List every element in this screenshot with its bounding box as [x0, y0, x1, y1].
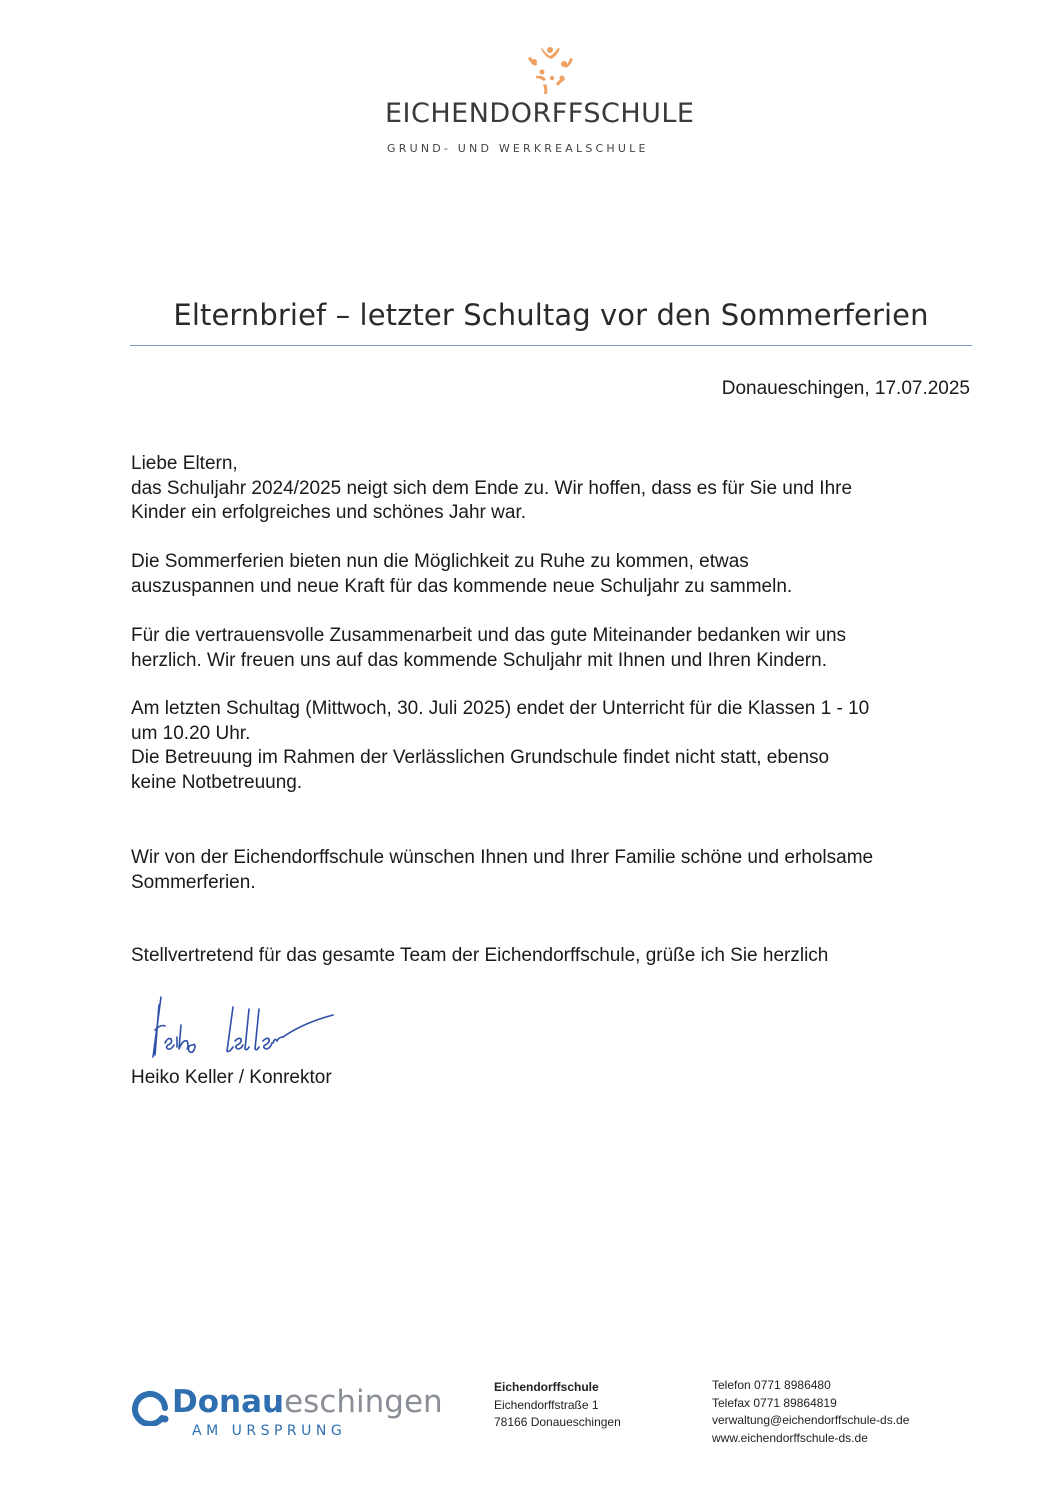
paragraph-closing: [131, 944, 981, 969]
paragraph-last-day: [131, 697, 981, 795]
city-tagline: AM URSPRUNG: [192, 1423, 347, 1439]
text-line: Die Sommerferien bieten nun die Möglichkeit zu Ruhe zu kommen, etwas: [131, 551, 749, 572]
school-subtitle: GRUND- UND WERKREALSCHULE: [387, 142, 649, 155]
footer-contact: [712, 1377, 909, 1447]
text-line: Für die vertrauensvolle Zusammenarbeit und das gute Miteinander bedanken wir uns: [131, 625, 847, 646]
text-line: um 10.20 Uhr.: [131, 722, 251, 744]
school-logo: [0, 40, 1058, 170]
paragraph-summer: [131, 550, 981, 599]
paragraph-intro: [131, 452, 981, 526]
footer-street: Eichendorffstraße 1: [494, 1397, 599, 1412]
footer-phone: Telefon 0771 8986480: [712, 1378, 831, 1392]
place-date: Donaueschingen, 17.07.2025: [721, 378, 970, 399]
footer-school-name: Eichendorffschule: [494, 1380, 599, 1394]
text-line: herzlich. Wir freuen uns auf das kommende Schuljahr mit Ihnen und Ihren Kindern.: [131, 649, 827, 671]
handwritten-signature: [145, 985, 345, 1065]
paragraph-wishes: [131, 846, 981, 895]
text-line: keine Notbetreuung.: [131, 771, 303, 793]
footer-website[interactable]: www.eichendorffschule-ds.de: [712, 1430, 868, 1445]
city-logo: [130, 1378, 443, 1448]
school-name: EICHENDORFFSCHULE: [385, 98, 695, 129]
footer-city: 78166 Donaueschingen: [494, 1415, 621, 1429]
greeting: Liebe Eltern,: [131, 453, 238, 474]
city-name-light: eschingen: [284, 1384, 443, 1420]
text-line: Stellvertretend für das gesamte Team der Eichendorffschule, grüße ich Sie herzlich: [131, 945, 829, 966]
footer-address: [494, 1379, 621, 1432]
text-line: Sommerferien.: [131, 871, 256, 893]
text-line: das Schuljahr 2024/2025 neigt sich dem Ende zu. Wir hoffen, dass es für Sie und Ihre: [131, 477, 853, 499]
footer-email[interactable]: verwaltung@eichendorffschule-ds.de: [712, 1413, 910, 1427]
footer-fax: Telefax 0771 89864819: [712, 1395, 837, 1410]
city-name-bold: Donau: [172, 1384, 285, 1420]
paragraph-thanks: [131, 624, 981, 673]
title-divider: [130, 345, 972, 346]
text-line: auszuspannen und neue Kraft für das kommende neue Schuljahr zu sammeln.: [131, 575, 793, 597]
text-line: Kinder ein erfolgreiches und schönes Jahr war.: [131, 502, 527, 523]
text-line: Wir von der Eichendorffschule wünschen Ihnen und Ihrer Familie schöne und erholsame: [131, 847, 874, 868]
city-name: [172, 1384, 443, 1420]
stylized-children-figures-icon: [522, 44, 582, 96]
letter-title: Elternbrief – letzter Schultag vor den Sommerferien: [173, 298, 929, 332]
text-line: Am letzten Schultag (Mittwoch, 30. Juli 2025) endet der Unterricht für die Klassen 1 - 10: [131, 698, 870, 719]
city-ring-icon: [132, 1386, 170, 1426]
signer-name: Heiko Keller / Konrektor: [131, 1067, 332, 1088]
text-line: Die Betreuung im Rahmen der Verlässlichen Grundschule findet nicht statt, ebenso: [131, 747, 830, 768]
